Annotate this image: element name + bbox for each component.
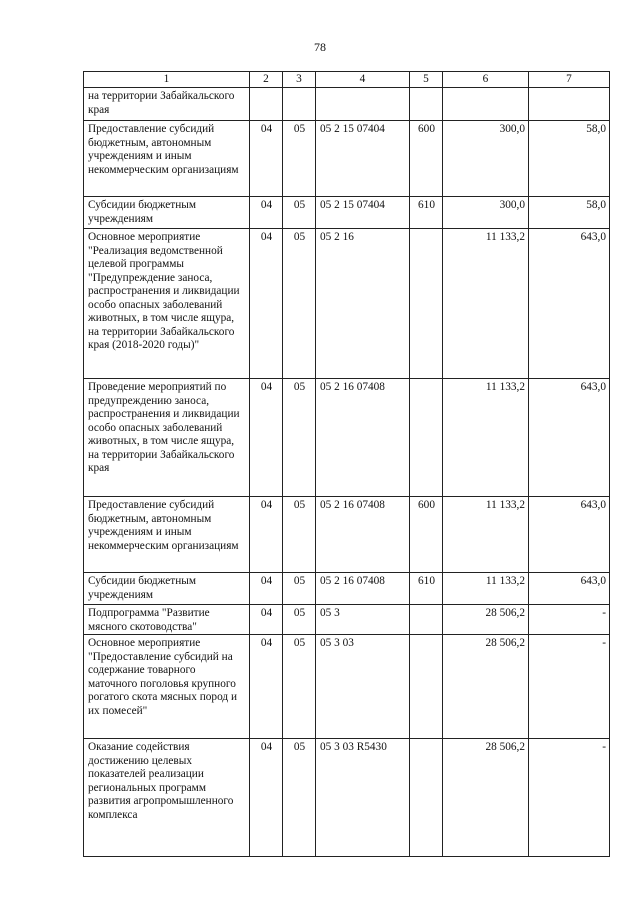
row-amount-7: 643,0: [529, 573, 610, 605]
row-rz: 04: [250, 635, 283, 739]
row-rz: 04: [250, 229, 283, 379]
row-cs: 05 3 03: [316, 635, 410, 739]
row-pr: 05: [283, 379, 316, 497]
header-col-4: 4: [316, 72, 410, 88]
row-pr: 05: [283, 739, 316, 857]
row-amount-7: [529, 88, 610, 121]
row-vr: [410, 88, 443, 121]
row-pr: 05: [283, 635, 316, 739]
row-amount-6: 11 133,2: [443, 497, 529, 573]
row-pr: 05: [283, 605, 316, 635]
row-name: Основное мероприятие "Предоставление субсидий на содержание товарного маточного поголовья крупного рогатого скота мясных пород и их помесей": [84, 635, 250, 739]
row-name: Основное мероприятие "Реализация ведомственной целевой программы "Предупреждение заноса, распространения и ликвидации особо опасных заболеваний животных, в том числе ящура, на территории Забайкальского края (2018-2020 годы)": [84, 229, 250, 379]
row-amount-7: 643,0: [529, 497, 610, 573]
header-col-5: 5: [410, 72, 443, 88]
row-amount-6: 11 133,2: [443, 573, 529, 605]
row-cs: 05 3: [316, 605, 410, 635]
row-name: Предоставление субсидий бюджетным, автономным учреждениям и иным некоммерческим организациям: [84, 121, 250, 197]
row-rz: 04: [250, 197, 283, 229]
header-col-6: 6: [443, 72, 529, 88]
row-vr: [410, 739, 443, 857]
table-row: [84, 739, 610, 857]
row-pr: [283, 88, 316, 121]
row-amount-7: 58,0: [529, 121, 610, 197]
header-col-3: 3: [283, 72, 316, 88]
row-amount-6: 11 133,2: [443, 379, 529, 497]
row-vr: [410, 635, 443, 739]
row-pr: 05: [283, 497, 316, 573]
row-vr: 600: [410, 121, 443, 197]
row-pr: 05: [283, 573, 316, 605]
row-vr: 610: [410, 197, 443, 229]
row-amount-7: 643,0: [529, 379, 610, 497]
row-rz: 04: [250, 121, 283, 197]
row-amount-6: 28 506,2: [443, 739, 529, 857]
row-name: Оказание содействия достижению целевых показателей реализации региональных программ развития агропромышленного комплекса: [84, 739, 250, 857]
table-row: [84, 197, 610, 229]
row-amount-6: 28 506,2: [443, 605, 529, 635]
row-rz: 04: [250, 605, 283, 635]
row-vr: 610: [410, 573, 443, 605]
row-vr: [410, 379, 443, 497]
table-row: [84, 573, 610, 605]
row-rz: 04: [250, 739, 283, 857]
row-rz: 04: [250, 573, 283, 605]
row-pr: 05: [283, 197, 316, 229]
header-col-1: 1: [84, 72, 250, 88]
row-amount-6: [443, 88, 529, 121]
row-pr: 05: [283, 229, 316, 379]
row-cs: 05 2 15 07404: [316, 197, 410, 229]
page-number: 78: [314, 40, 326, 54]
row-cs: 05 2 16: [316, 229, 410, 379]
row-rz: 04: [250, 497, 283, 573]
row-cs: [316, 88, 410, 121]
row-name: Субсидии бюджетным учреждениям: [84, 197, 250, 229]
table-row: [84, 605, 610, 635]
row-rz: 04: [250, 379, 283, 497]
row-cs: 05 3 03 R5430: [316, 739, 410, 857]
row-rz: [250, 88, 283, 121]
row-name: Субсидии бюджетным учреждениям: [84, 573, 250, 605]
row-amount-7: -: [529, 739, 610, 857]
row-name: Проведение мероприятий по предупреждению заноса, распространения и ликвидации особо опасных заболеваний животных, в том числе ящура, на территории Забайкальского края: [84, 379, 250, 497]
table-row: [84, 121, 610, 197]
row-amount-6: 300,0: [443, 121, 529, 197]
row-amount-7: -: [529, 635, 610, 739]
row-name: Подпрограмма "Развитие мясного скотоводства": [84, 605, 250, 635]
row-cs: 05 2 16 07408: [316, 573, 410, 605]
row-vr: [410, 605, 443, 635]
table-row: [84, 635, 610, 739]
row-amount-6: 28 506,2: [443, 635, 529, 739]
row-cs: 05 2 15 07404: [316, 121, 410, 197]
row-name: на территории Забайкальского края: [84, 88, 250, 121]
row-amount-7: 58,0: [529, 197, 610, 229]
header-col-7: 7: [529, 72, 610, 88]
row-amount-7: 643,0: [529, 229, 610, 379]
row-name: Предоставление субсидий бюджетным, автономным учреждениям и иным некоммерческим организациям: [84, 497, 250, 573]
row-amount-6: 11 133,2: [443, 229, 529, 379]
row-cs: 05 2 16 07408: [316, 379, 410, 497]
row-vr: 600: [410, 497, 443, 573]
row-amount-6: 300,0: [443, 197, 529, 229]
table-row: [84, 229, 610, 379]
row-amount-7: -: [529, 605, 610, 635]
table-header-row: [84, 72, 610, 88]
row-cs: 05 2 16 07408: [316, 497, 410, 573]
table-row: [84, 88, 610, 121]
budget-table: [83, 71, 610, 857]
row-vr: [410, 229, 443, 379]
table-row: [84, 497, 610, 573]
header-col-2: 2: [250, 72, 283, 88]
table-row: [84, 379, 610, 497]
row-pr: 05: [283, 121, 316, 197]
